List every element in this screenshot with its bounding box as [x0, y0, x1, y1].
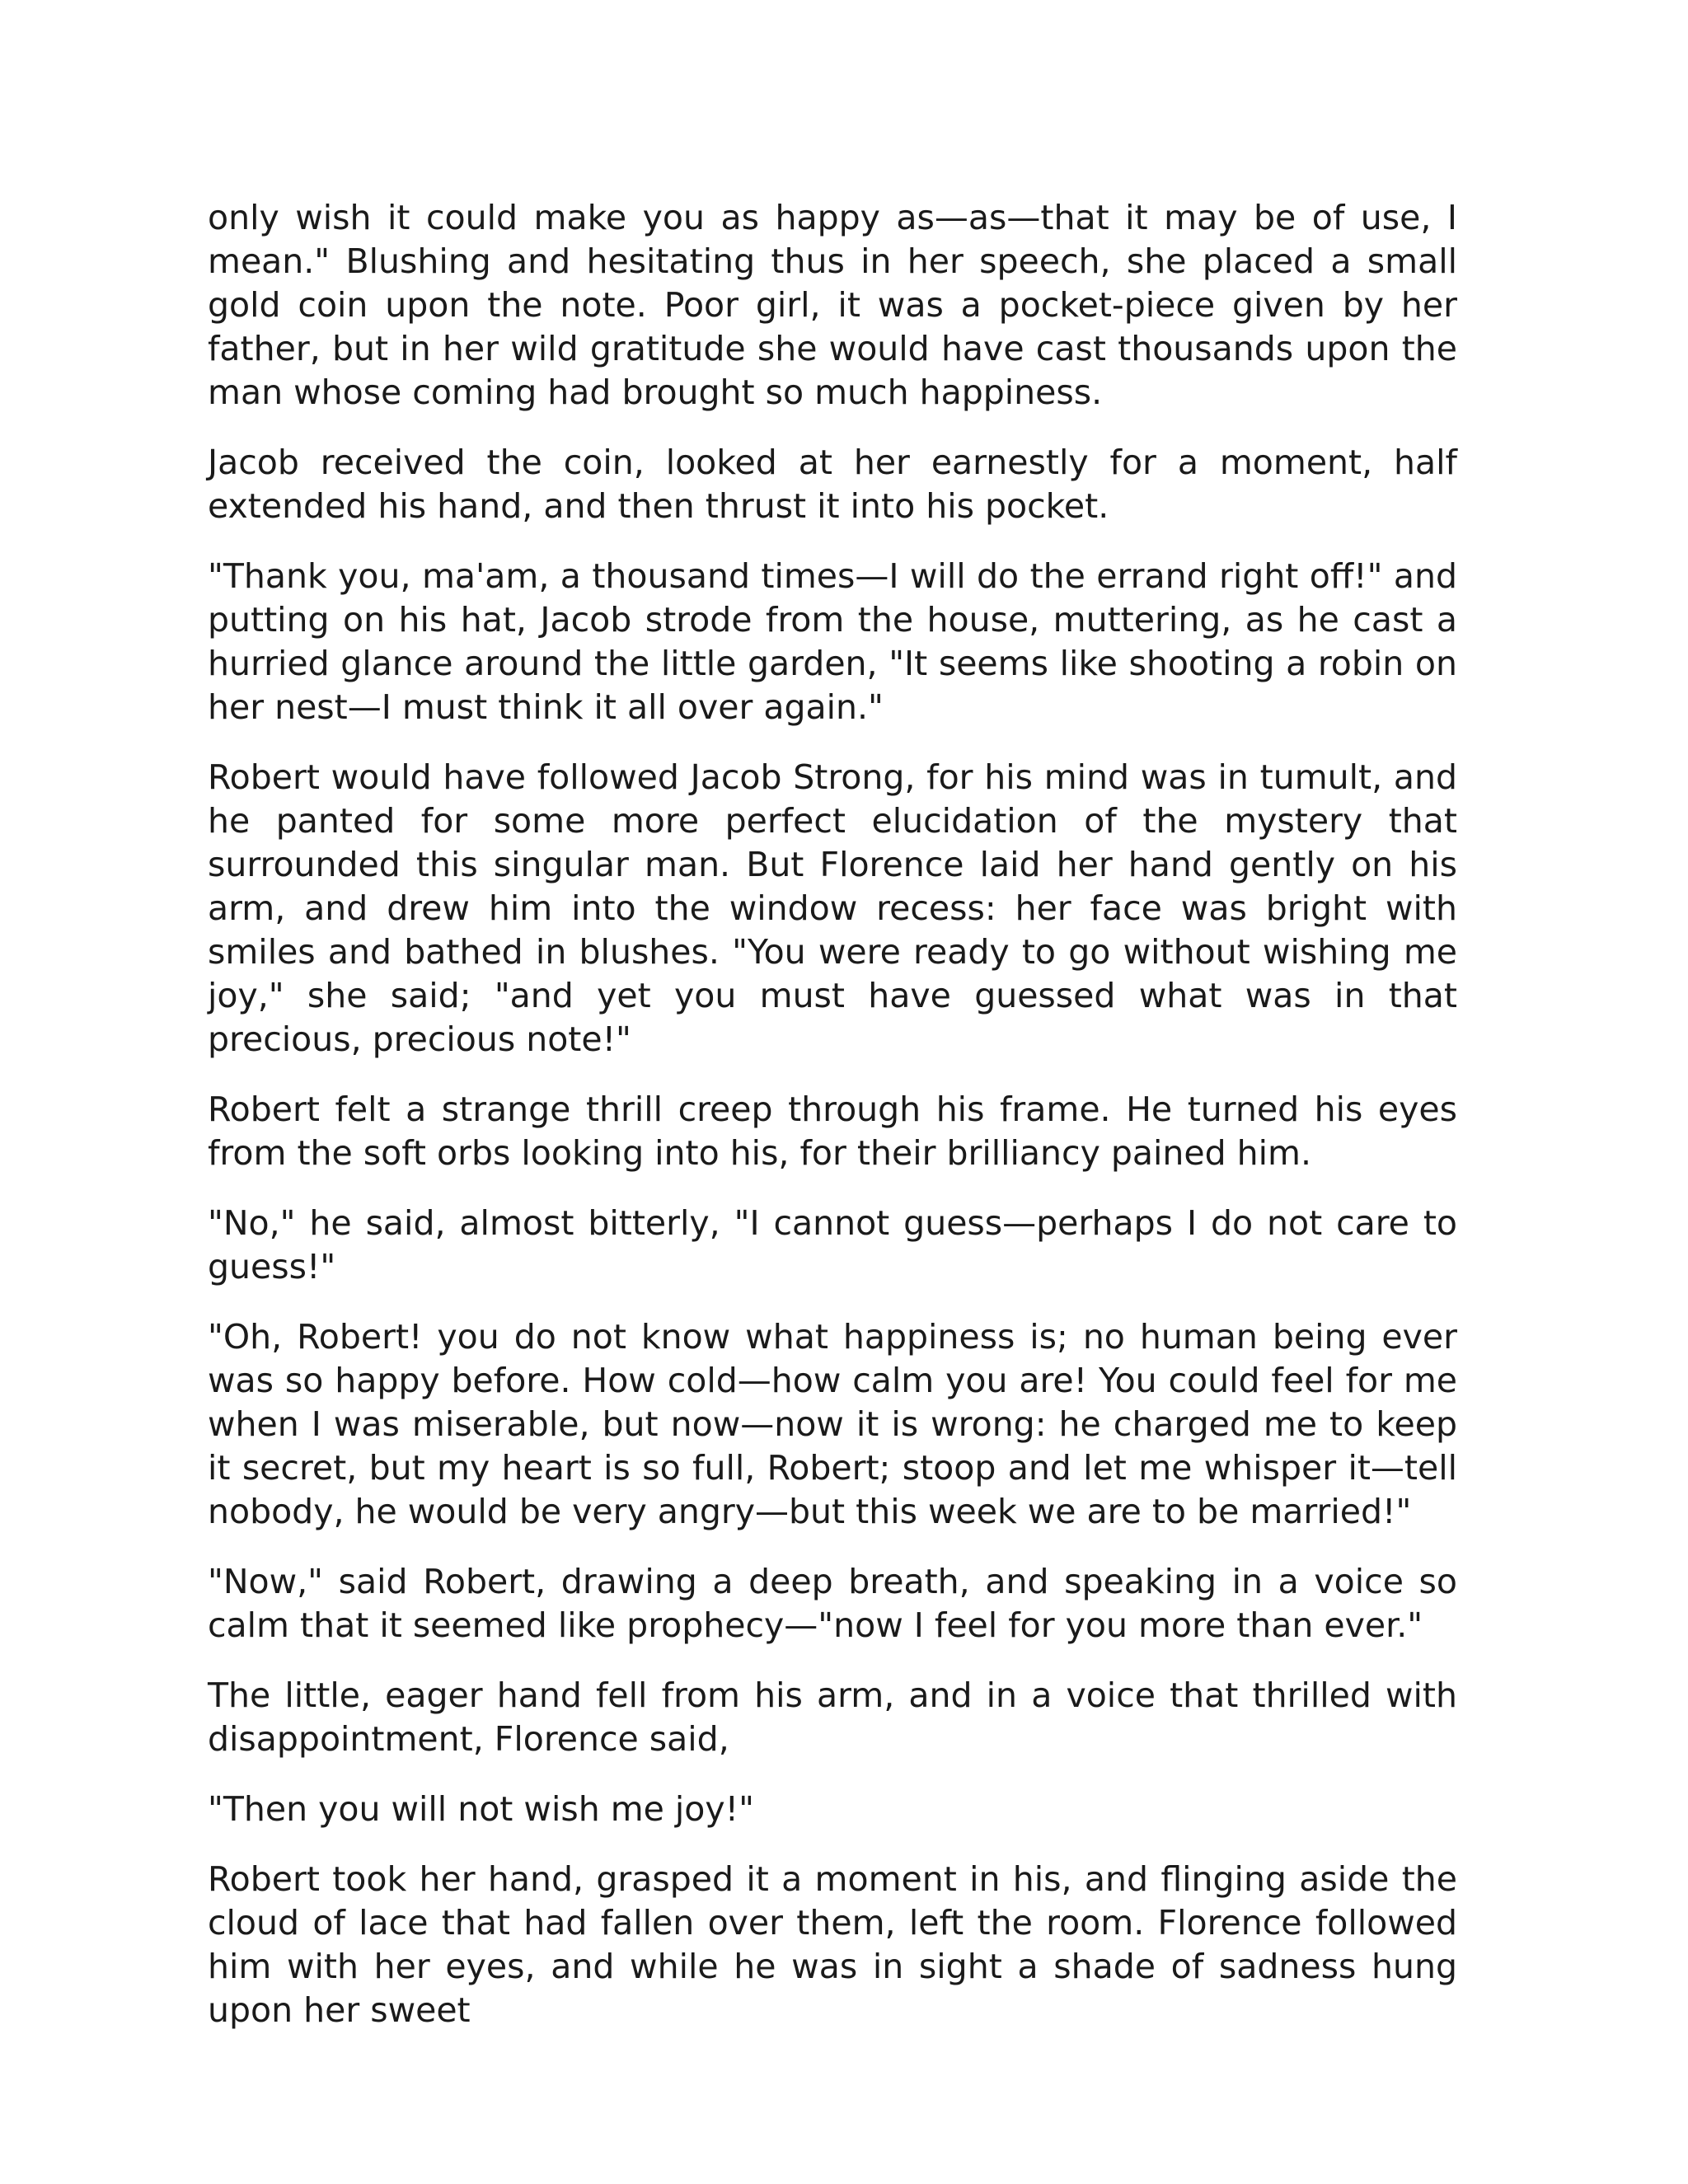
paragraph-3: "Thank you, ma'am, a thousand times—I will do the errand right off!" and putting on his hat, Jacob strode from the house, muttering, as he cast a hurried glance around the little garden, "It seems like shooting a robin on her nest—I must think it all over again." — [208, 556, 1457, 727]
paragraph-10: "Then you will not wish me joy!" — [208, 1789, 754, 1829]
paragraph-7: "Oh, Robert! you do not know what happiness is; no human being ever was so happy before. How cold—how calm you are! You could feel for me when I was miserable, but now—now it is wrong: he charged me to keep it secret, but my heart is so full, Robert; stoop and let me whisper it—tell nobody, he would be very angry—but this week we are to be married!" — [208, 1317, 1457, 1531]
page-body — [208, 196, 1457, 2059]
paragraph-6: "No," he said, almost bitterly, "I cannot guess—perhaps I do not care to guess!" — [208, 1203, 1457, 1286]
paragraph-8: "Now," said Robert, drawing a deep breath, and speaking in a voice so calm that it seemed like prophecy—"now I feel for you more than ever." — [208, 1562, 1457, 1645]
paragraph-5: Robert felt a strange thrill creep through his frame. He turned his eyes from the soft orbs looking into his, for their brilliancy pained him. — [208, 1090, 1457, 1173]
paragraph-11: Robert took her hand, grasped it a moment in his, and flinging aside the cloud of lace that had fallen over them, left the room. Florence followed him with her eyes, and while he was in sight a shade of sadness hung upon her sweet — [208, 1859, 1457, 2030]
paragraph-2: Jacob received the coin, looked at her earnestly for a moment, half extended his hand, and then thrust it into his pocket. — [208, 443, 1457, 526]
paragraph-9: The little, eager hand fell from his arm, and in a voice that thrilled with disappointment, Florence said, — [208, 1675, 1457, 1759]
paragraph-4: Robert would have followed Jacob Strong, for his mind was in tumult, and he panted for some more perfect elucidation of the mystery that surrounded this singular man. But Florence laid her hand gently on his arm, and drew him into the window recess: her face was bright with smiles and bathed in blushes. "You were ready to go without wishing me joy," she said; "and yet you must have guessed what was in that precious, precious note!" — [208, 757, 1457, 1059]
paragraph-1: only wish it could make you as happy as—as—that it may be of use, I mean." Blushing and hesitating thus in her speech, she placed a small gold coin upon the note. Poor girl, it was a pocket-piece given by her father, but in her wild gratitude she would have cast thousands upon the man whose coming had brought so much happiness. — [208, 198, 1457, 412]
